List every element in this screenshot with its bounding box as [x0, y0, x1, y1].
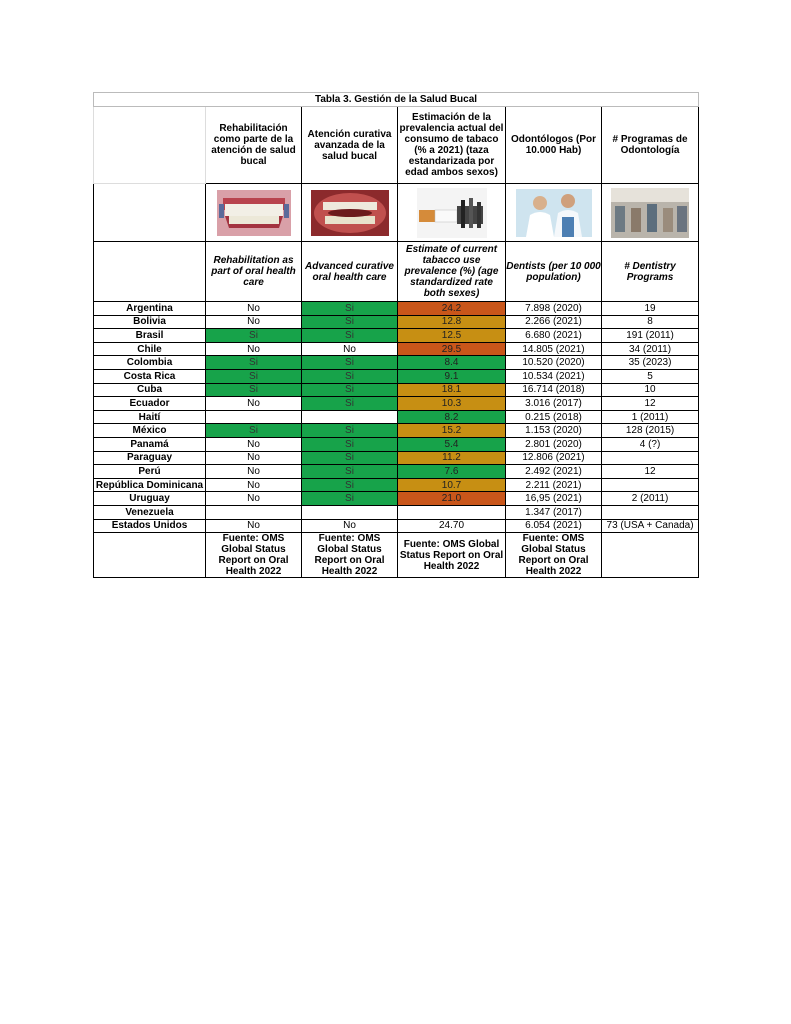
programs-cell: 1 (2011)	[602, 410, 699, 424]
country-cell: Ecuador	[94, 397, 206, 411]
tobacco-cell: 8.4	[398, 356, 506, 370]
cigarette-photo	[398, 184, 506, 242]
advanced-care-cell	[302, 505, 398, 519]
header-tobacco-es: Estimación de la prevalencia actual del consumo de tabaco (% a 2021) (taza estandarizada por edad ambos sexos)	[398, 107, 506, 184]
header-programs-en: # Dentistry Programs	[602, 242, 699, 302]
programs-cell: 73 (USA + Canada)	[602, 519, 699, 533]
header-dentists-en: Dentists (per 10 000 population)	[506, 242, 602, 302]
tobacco-cell: 10.7	[398, 478, 506, 492]
header-tobacco-en: Estimate of current tabacco use prevalence (%) (age standardized rate both sexes)	[398, 242, 506, 302]
header-rehab-es: Rehabilitación como parte de la atención de salud bucal	[206, 107, 302, 184]
advanced-care-cell: Si	[302, 302, 398, 316]
programs-cell: 128 (2015)	[602, 424, 699, 438]
table-row	[94, 329, 699, 343]
table-row	[94, 437, 699, 451]
programs-cell: 12	[602, 465, 699, 479]
programs-cell: 34 (2011)	[602, 342, 699, 356]
table-row	[94, 397, 699, 411]
country-cell: Colombia	[94, 356, 206, 370]
tobacco-cell: 8.2	[398, 410, 506, 424]
country-cell: Perú	[94, 465, 206, 479]
table-row	[94, 315, 699, 329]
programs-cell: 19	[602, 302, 699, 316]
programs-cell: 4 (?)	[602, 437, 699, 451]
dentists-cell: 10.520 (2020)	[506, 356, 602, 370]
advanced-care-cell: Si	[302, 383, 398, 397]
header-row-images	[94, 184, 699, 242]
table-row	[94, 356, 699, 370]
dentists-cell: 1.347 (2017)	[506, 505, 602, 519]
advanced-care-cell: Si	[302, 451, 398, 465]
table-title: Tabla 3. Gestión de la Salud Bucal	[94, 93, 699, 107]
dentists-cell: 6.680 (2021)	[506, 329, 602, 343]
advanced-care-cell: Si	[302, 315, 398, 329]
advanced-care-cell: No	[302, 342, 398, 356]
dentists-cell: 14.805 (2021)	[506, 342, 602, 356]
dentists-cell: 16.714 (2018)	[506, 383, 602, 397]
header-advanced-es: Atención curativa avanzada de la salud bucal	[302, 107, 398, 184]
country-cell: Chile	[94, 342, 206, 356]
dentists-photo	[506, 184, 602, 242]
corner-cell	[94, 533, 206, 578]
tobacco-cell: 7.6	[398, 465, 506, 479]
source-note: Fuente: OMS Global Status Report on Oral Health 2022	[398, 533, 506, 578]
table-row	[94, 383, 699, 397]
tobacco-cell: 12.8	[398, 315, 506, 329]
tobacco-cell: 9.1	[398, 369, 506, 383]
rehab-cell: Si	[206, 329, 302, 343]
advanced-care-cell: Si	[302, 492, 398, 506]
oral-health-table	[93, 92, 699, 578]
country-cell: Bolivia	[94, 315, 206, 329]
table-row	[94, 302, 699, 316]
rehab-cell: No	[206, 465, 302, 479]
tobacco-cell: 5.4	[398, 437, 506, 451]
table-row	[94, 342, 699, 356]
source-note: Fuente: OMS Global Status Report on Oral Health 2022	[302, 533, 398, 578]
table-row	[94, 505, 699, 519]
programs-cell: 2 (2011)	[602, 492, 699, 506]
dentists-cell: 0.215 (2018)	[506, 410, 602, 424]
advanced-care-cell: Si	[302, 369, 398, 383]
header-advanced-en: Advanced curative oral health care	[302, 242, 398, 302]
rehab-cell: Si	[206, 424, 302, 438]
table-row	[94, 519, 699, 533]
header-rehab-en: Rehabilitation as part of oral health care	[206, 242, 302, 302]
advanced-care-cell: Si	[302, 465, 398, 479]
dentists-cell: 16,95 (2021)	[506, 492, 602, 506]
header-programs-es: # Programas de Odontología	[602, 107, 699, 184]
tobacco-cell: 10.3	[398, 397, 506, 411]
table-row	[94, 465, 699, 479]
country-cell: Paraguay	[94, 451, 206, 465]
dentists-cell: 10.534 (2021)	[506, 369, 602, 383]
tobacco-cell: 12.5	[398, 329, 506, 343]
tobacco-cell: 15.2	[398, 424, 506, 438]
table-row	[94, 424, 699, 438]
programs-cell: 10	[602, 383, 699, 397]
country-cell: Uruguay	[94, 492, 206, 506]
country-cell: Estados Unidos	[94, 519, 206, 533]
advanced-care-cell: Si	[302, 356, 398, 370]
programs-cell: 35 (2023)	[602, 356, 699, 370]
tobacco-cell: 24.2	[398, 302, 506, 316]
rehab-cell: No	[206, 302, 302, 316]
table-caption-row	[94, 93, 699, 107]
country-cell: Brasil	[94, 329, 206, 343]
dentists-cell: 12.806 (2021)	[506, 451, 602, 465]
dentists-cell: 2.801 (2020)	[506, 437, 602, 451]
tobacco-cell: 11.2	[398, 451, 506, 465]
table-row	[94, 369, 699, 383]
corner-cell	[94, 242, 206, 302]
rehab-cell	[206, 505, 302, 519]
dentists-cell: 6.054 (2021)	[506, 519, 602, 533]
source-note: Fuente: OMS Global Status Report on Oral Health 2022	[206, 533, 302, 578]
tobacco-cell: 18.1	[398, 383, 506, 397]
programs-cell: 5	[602, 369, 699, 383]
rehab-cell: Si	[206, 356, 302, 370]
dentists-cell: 1.153 (2020)	[506, 424, 602, 438]
advanced-care-cell: No	[302, 519, 398, 533]
table-row	[94, 451, 699, 465]
programs-cell	[602, 505, 699, 519]
tobacco-cell: 29.5	[398, 342, 506, 356]
corner-cell	[94, 107, 206, 184]
header-row-spanish	[94, 107, 699, 184]
mouth-teeth-photo	[302, 184, 398, 242]
source-note	[602, 533, 699, 578]
country-cell: Argentina	[94, 302, 206, 316]
rehab-cell: Si	[206, 369, 302, 383]
rehab-cell: No	[206, 519, 302, 533]
programs-cell	[602, 451, 699, 465]
advanced-care-cell: Si	[302, 437, 398, 451]
country-cell: México	[94, 424, 206, 438]
advanced-care-cell: Si	[302, 397, 398, 411]
rehab-cell: No	[206, 397, 302, 411]
rehab-cell	[206, 410, 302, 424]
dentists-cell: 3.016 (2017)	[506, 397, 602, 411]
advanced-care-cell: Si	[302, 424, 398, 438]
programs-cell: 191 (2011)	[602, 329, 699, 343]
country-cell: Panamá	[94, 437, 206, 451]
country-cell: Cuba	[94, 383, 206, 397]
rehab-cell: No	[206, 451, 302, 465]
country-cell: Costa Rica	[94, 369, 206, 383]
table-row	[94, 492, 699, 506]
advanced-care-cell: Si	[302, 478, 398, 492]
rehab-cell: Si	[206, 383, 302, 397]
dentists-cell: 2.492 (2021)	[506, 465, 602, 479]
country-cell: Haití	[94, 410, 206, 424]
programs-cell	[602, 478, 699, 492]
rehab-cell: No	[206, 492, 302, 506]
tobacco-cell: 24.70	[398, 519, 506, 533]
programs-cell: 8	[602, 315, 699, 329]
country-cell: República Dominicana	[94, 478, 206, 492]
rehab-cell: No	[206, 478, 302, 492]
advanced-care-cell: Si	[302, 329, 398, 343]
dentists-cell: 2.266 (2021)	[506, 315, 602, 329]
classroom-photo	[602, 184, 699, 242]
advanced-care-cell	[302, 410, 398, 424]
header-row-english	[94, 242, 699, 302]
rehab-cell: No	[206, 315, 302, 329]
teeth-rehabilitation-photo	[206, 184, 302, 242]
source-row	[94, 533, 699, 578]
tobacco-cell: 21.0	[398, 492, 506, 506]
table-row	[94, 478, 699, 492]
country-cell: Venezuela	[94, 505, 206, 519]
header-dentists-es: Odontólogos (Por 10.000 Hab)	[506, 107, 602, 184]
dentists-cell: 7.898 (2020)	[506, 302, 602, 316]
corner-cell	[94, 184, 206, 242]
table-body	[94, 302, 699, 533]
dentists-cell: 2.211 (2021)	[506, 478, 602, 492]
rehab-cell: No	[206, 342, 302, 356]
table-row	[94, 410, 699, 424]
source-note: Fuente: OMS Global Status Report on Oral Health 2022	[506, 533, 602, 578]
tobacco-cell	[398, 505, 506, 519]
programs-cell: 12	[602, 397, 699, 411]
rehab-cell: No	[206, 437, 302, 451]
